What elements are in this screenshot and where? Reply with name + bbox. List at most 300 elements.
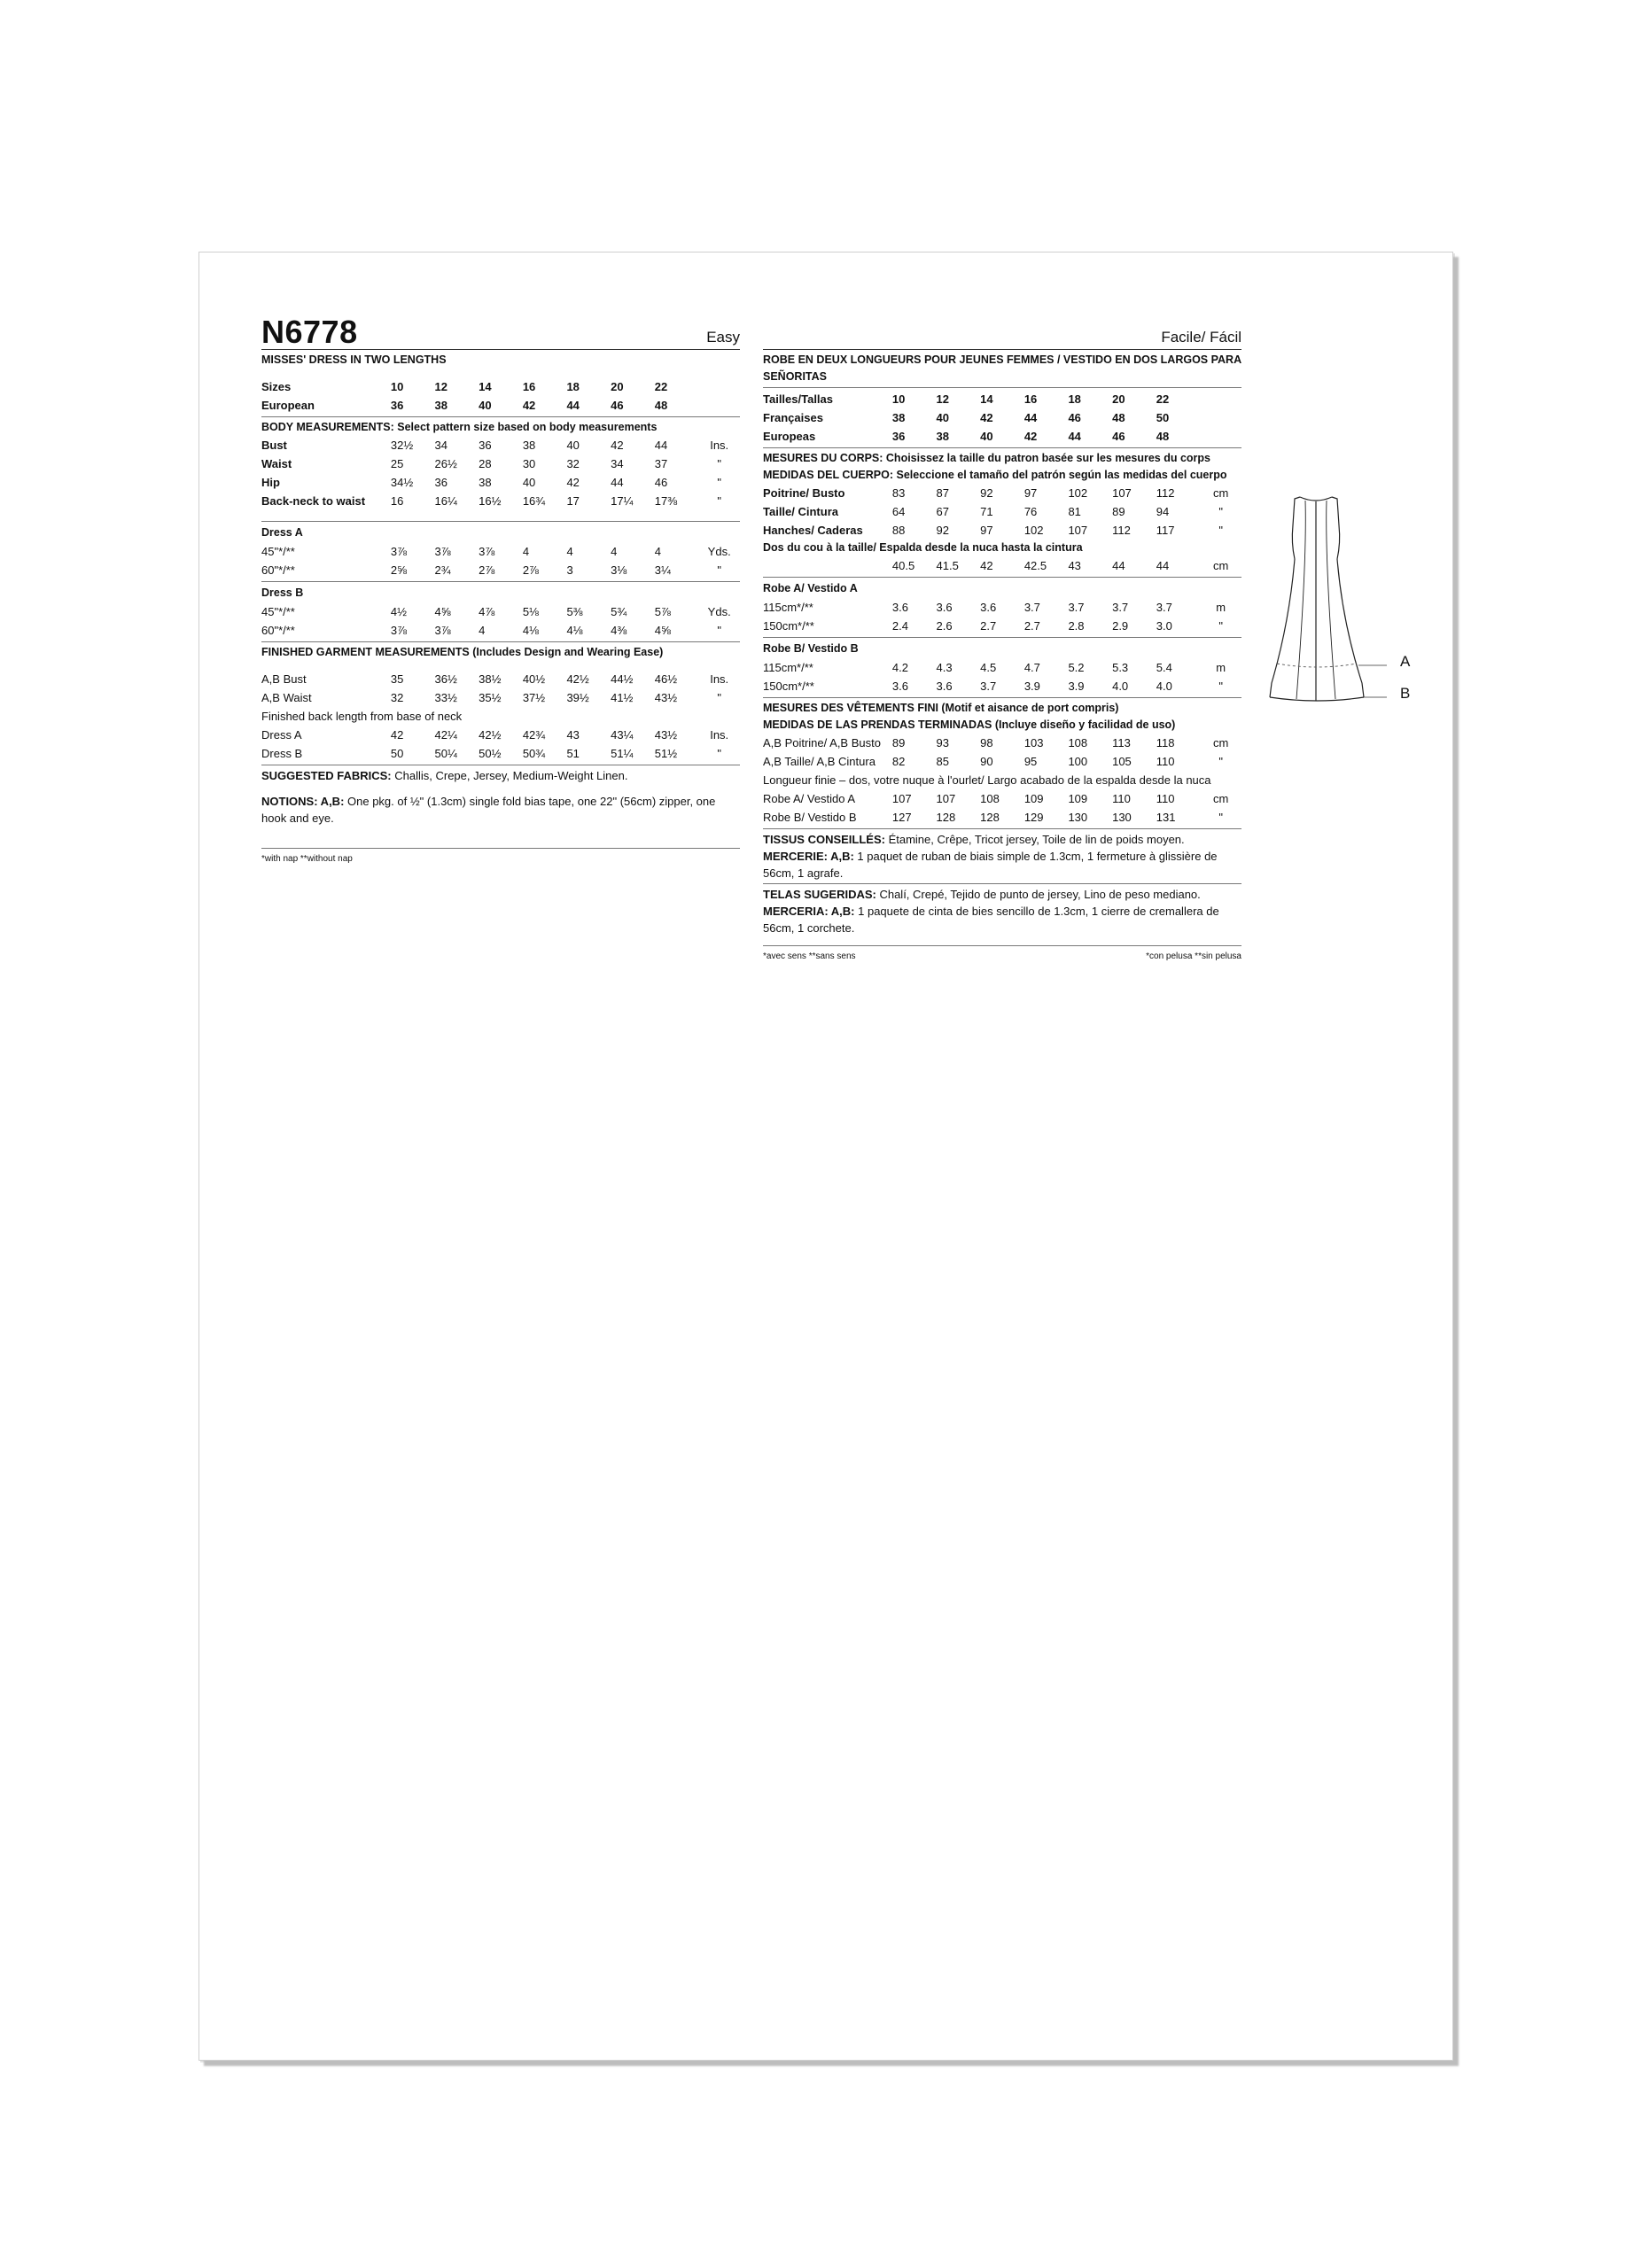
row-label: 45"*/** bbox=[261, 605, 295, 618]
cell-value: 92 bbox=[980, 486, 993, 500]
cell-value: 109 bbox=[1068, 792, 1088, 805]
cell-value: 112 bbox=[1156, 486, 1175, 500]
cell-value: 107 bbox=[1068, 524, 1088, 537]
row-label: 60"*/** bbox=[261, 563, 295, 577]
cell-value: 39½ bbox=[566, 691, 589, 704]
cell-value: 102 bbox=[1068, 486, 1088, 500]
cell-value: 2⅞ bbox=[479, 563, 495, 577]
cell-value: 4⅝ bbox=[654, 624, 671, 637]
cell-value: 42 bbox=[611, 439, 624, 452]
row-label: 45"*/** bbox=[261, 545, 295, 558]
table-row bbox=[261, 454, 740, 473]
unit-label: " bbox=[717, 476, 721, 489]
cell-value: 3.0 bbox=[1156, 619, 1172, 633]
body-measurements-table-fr bbox=[763, 484, 1241, 540]
row-label: Françaises bbox=[763, 411, 823, 424]
cell-value: 85 bbox=[936, 755, 949, 768]
cell-value: 93 bbox=[936, 736, 949, 750]
cell-value: 2.7 bbox=[980, 619, 997, 633]
tissus-conseilles: TISSUS CONSEILLÉS: Étamine, Crêpe, Tricot jersey, Toile de lin de poids moyen. MERCERIE: A,B: 1 paquet de ruban de biais simple de 1.3cm, 1 fermeture à glissière de 56cm, 1 agrafe. bbox=[763, 833, 1218, 880]
cell-value: 89 bbox=[1112, 505, 1125, 518]
cell-value: 2.6 bbox=[936, 619, 953, 633]
cell-value: 14 bbox=[479, 380, 492, 393]
english-footnote: *with nap **without nap bbox=[261, 854, 353, 864]
cell-value: 42½ bbox=[479, 728, 502, 742]
cell-value: 16¾ bbox=[522, 494, 546, 508]
table-row bbox=[261, 726, 740, 744]
garment-title: MISSES' DRESS IN TWO LENGTHS bbox=[261, 353, 447, 366]
row-label: 150cm*/** bbox=[763, 619, 814, 633]
cell-value: 42 bbox=[980, 559, 993, 572]
table-row bbox=[261, 542, 740, 561]
cell-value: 3.7 bbox=[1156, 601, 1172, 614]
cell-value: 37½ bbox=[522, 691, 546, 704]
cell-value: 102 bbox=[1023, 524, 1044, 537]
cell-value: 3.9 bbox=[1068, 680, 1085, 693]
cell-value: 95 bbox=[1023, 755, 1038, 768]
cell-value: 40.5 bbox=[891, 559, 915, 572]
cell-value: 118 bbox=[1156, 736, 1175, 750]
row-label: A,B Bust bbox=[261, 672, 307, 686]
body-measurements-title-es: MEDIDAS DEL CUERPO: Seleccione el tamaño del patrón según las medidas del cuerpo bbox=[763, 469, 1227, 481]
cell-value: 4.0 bbox=[1156, 680, 1172, 693]
cell-value: 110 bbox=[1156, 755, 1175, 768]
cell-value: 4.7 bbox=[1023, 661, 1040, 674]
cell-value: 48 bbox=[654, 399, 668, 412]
cell-value: 12 bbox=[434, 380, 448, 393]
cell-value: 17¼ bbox=[611, 494, 634, 508]
cell-value: 4 bbox=[479, 624, 486, 637]
cell-value: 34 bbox=[434, 439, 448, 452]
unit-label: cm bbox=[1213, 736, 1229, 750]
unit-label bbox=[698, 377, 740, 396]
unit-label: Ins. bbox=[710, 728, 729, 742]
cell-value: 3⅞ bbox=[390, 545, 407, 558]
cell-value: 51 bbox=[566, 747, 580, 760]
view-a-label: A bbox=[1400, 653, 1411, 670]
cell-value: 46 bbox=[654, 476, 668, 489]
cell-value: 108 bbox=[980, 792, 1000, 805]
cell-value: 10 bbox=[390, 380, 404, 393]
cell-value: 2¾ bbox=[434, 563, 451, 577]
row-label: Robe B/ Vestido B bbox=[763, 811, 857, 824]
cell-value: 50¼ bbox=[434, 747, 457, 760]
cell-value: 16 bbox=[1023, 392, 1038, 406]
cell-value: 4.0 bbox=[1112, 680, 1129, 693]
table-row bbox=[261, 561, 740, 579]
cell-value: 4 bbox=[566, 545, 573, 558]
cell-value: 32 bbox=[390, 691, 404, 704]
cell-value: 82 bbox=[891, 755, 906, 768]
cell-value: 42¾ bbox=[522, 728, 546, 742]
cell-value: 40½ bbox=[522, 672, 546, 686]
cell-value: 2.8 bbox=[1068, 619, 1085, 633]
cell-value: 48 bbox=[1112, 411, 1125, 424]
cell-value: 5.4 bbox=[1156, 661, 1172, 674]
table-row bbox=[261, 688, 740, 707]
cell-value: 26½ bbox=[434, 457, 457, 470]
cell-value: 109 bbox=[1023, 792, 1044, 805]
cell-value: 3.7 bbox=[1023, 601, 1040, 614]
table-row bbox=[261, 670, 740, 688]
cell-value: 103 bbox=[1023, 736, 1044, 750]
table-row bbox=[763, 789, 1241, 808]
dress-a-yardage-table bbox=[261, 542, 740, 579]
finished-measurements-table bbox=[261, 670, 740, 707]
english-header bbox=[261, 315, 740, 348]
table-row bbox=[763, 556, 1241, 575]
notions: NOTIONS: A,B: One pkg. of ½" (1.3cm) single fold bias tape, one 22" (56cm) zipper, one hook and eye. bbox=[261, 795, 716, 825]
cell-value: 36½ bbox=[434, 672, 457, 686]
cell-value: 76 bbox=[1023, 505, 1038, 518]
cell-value: 38 bbox=[522, 439, 536, 452]
footnote-es: *con pelusa **sin pelusa bbox=[1146, 951, 1241, 961]
cell-value: 2⅞ bbox=[522, 563, 539, 577]
cell-value: 107 bbox=[1112, 486, 1132, 500]
row-label: Poitrine/ Busto bbox=[763, 486, 845, 500]
cell-value: 5⅞ bbox=[654, 605, 671, 618]
cell-value: 16¼ bbox=[434, 494, 457, 508]
cell-value: 3 bbox=[566, 563, 573, 577]
cell-value: 3⅞ bbox=[479, 545, 495, 558]
french-footnote bbox=[763, 948, 1241, 963]
cell-value: 127 bbox=[891, 811, 912, 824]
cell-value: 37 bbox=[654, 457, 668, 470]
unit-label: cm bbox=[1213, 792, 1229, 805]
cell-value: 3.7 bbox=[980, 680, 997, 693]
cell-value: 43 bbox=[566, 728, 580, 742]
cell-value: 4 bbox=[654, 545, 661, 558]
table-row bbox=[763, 408, 1241, 427]
cell-value: 46 bbox=[611, 399, 624, 412]
cell-value: 30 bbox=[522, 457, 536, 470]
unit-label: " bbox=[717, 563, 721, 577]
finished-back-length-table bbox=[261, 726, 740, 763]
cell-value: 4 bbox=[611, 545, 618, 558]
french-header bbox=[763, 315, 1241, 348]
cell-value: 130 bbox=[1112, 811, 1132, 824]
cell-value: 35 bbox=[390, 672, 404, 686]
cell-value: 12 bbox=[936, 392, 949, 406]
cell-value: 36 bbox=[390, 399, 404, 412]
unit-label bbox=[698, 396, 740, 415]
cell-value: 4⅛ bbox=[522, 624, 539, 637]
cell-value: 38 bbox=[891, 411, 906, 424]
cell-value: 10 bbox=[891, 392, 906, 406]
footnote-fr: *avec sens **sans sens bbox=[763, 951, 856, 961]
cell-value: 33½ bbox=[434, 691, 457, 704]
unit-label: " bbox=[717, 624, 721, 637]
unit-label: Yds. bbox=[707, 545, 731, 558]
cell-value: 92 bbox=[936, 524, 949, 537]
cell-value: 4⅜ bbox=[611, 624, 627, 637]
table-row bbox=[763, 752, 1241, 771]
table-row bbox=[261, 436, 740, 454]
cell-value: 50½ bbox=[479, 747, 502, 760]
cell-value: 4 bbox=[522, 545, 530, 558]
unit-label: " bbox=[717, 747, 721, 760]
table-row bbox=[763, 598, 1241, 617]
cell-value: 94 bbox=[1156, 505, 1170, 518]
cell-value: 36 bbox=[434, 476, 448, 489]
cell-value: 4⅞ bbox=[479, 605, 495, 618]
cell-value: 46½ bbox=[654, 672, 678, 686]
cell-value: 36 bbox=[479, 439, 492, 452]
english-column bbox=[261, 315, 740, 866]
row-label: 60"*/** bbox=[261, 624, 295, 637]
cell-value: 22 bbox=[654, 380, 668, 393]
row-label: A,B Poitrine/ A,B Busto bbox=[763, 736, 881, 750]
cell-value: 5.3 bbox=[1112, 661, 1129, 674]
table-row bbox=[763, 677, 1241, 695]
cell-value: 105 bbox=[1112, 755, 1132, 768]
cell-value: 3.7 bbox=[1112, 601, 1129, 614]
cell-value: 4½ bbox=[390, 605, 407, 618]
cell-value: 51½ bbox=[654, 747, 678, 760]
cell-value: 64 bbox=[891, 505, 906, 518]
cell-value: 46 bbox=[1068, 411, 1081, 424]
cell-value: 35½ bbox=[479, 691, 502, 704]
cell-value: 110 bbox=[1112, 792, 1131, 805]
garment-title-fr: ROBE EN DEUX LONGUEURS POUR JEUNES FEMMES / VESTIDO EN DOS LARGOS PARA SEÑORITAS bbox=[763, 353, 1241, 383]
cell-value: 50 bbox=[1156, 411, 1170, 424]
cell-value: 3⅞ bbox=[390, 624, 407, 637]
cell-value: 110 bbox=[1156, 792, 1175, 805]
cell-value: 67 bbox=[936, 505, 949, 518]
row-label bbox=[763, 556, 892, 575]
cell-value: 42½ bbox=[566, 672, 589, 686]
cell-value: 3⅞ bbox=[434, 545, 451, 558]
cell-value: 107 bbox=[891, 792, 912, 805]
suggested-fabrics: SUGGESTED FABRICS: Challis, Crepe, Jersey, Medium-Weight Linen. bbox=[261, 769, 628, 782]
row-label: Robe A/ Vestido A bbox=[763, 792, 856, 805]
cell-value: 14 bbox=[980, 392, 993, 406]
cell-value: 38 bbox=[479, 476, 492, 489]
back-neck-table-fr bbox=[763, 556, 1241, 575]
cell-value: 32½ bbox=[390, 439, 414, 452]
cell-value: 18 bbox=[566, 380, 580, 393]
unit-label bbox=[1200, 408, 1241, 427]
cell-value: 44 bbox=[654, 439, 668, 452]
pattern-sheet bbox=[198, 252, 1453, 2061]
cell-value: 108 bbox=[1068, 736, 1088, 750]
unit-label: Yds. bbox=[707, 605, 731, 618]
cell-value: 98 bbox=[980, 736, 993, 750]
cell-value: 100 bbox=[1068, 755, 1088, 768]
cell-value: 28 bbox=[479, 457, 492, 470]
unit-label bbox=[1200, 390, 1241, 408]
row-label: 115cm*/** bbox=[763, 661, 813, 674]
unit-label: " bbox=[1218, 811, 1223, 824]
cell-value: 42 bbox=[566, 476, 580, 489]
cell-value: 89 bbox=[891, 736, 906, 750]
cell-value: 3⅛ bbox=[611, 563, 627, 577]
row-label: European bbox=[261, 399, 315, 412]
cell-value: 16 bbox=[390, 494, 404, 508]
cell-value: 129 bbox=[1023, 811, 1044, 824]
unit-label: Ins. bbox=[710, 439, 729, 452]
cell-value: 5⅛ bbox=[522, 605, 539, 618]
table-row bbox=[763, 390, 1241, 408]
cell-value: 38 bbox=[936, 430, 949, 443]
cell-value: 25 bbox=[390, 457, 404, 470]
table-row bbox=[763, 484, 1241, 502]
cell-value: 46 bbox=[1112, 430, 1125, 443]
cell-value: 32 bbox=[566, 457, 580, 470]
unit-label: " bbox=[717, 494, 721, 508]
cell-value: 112 bbox=[1112, 524, 1131, 537]
difficulty-label-fr: Facile/ Fácil bbox=[1161, 329, 1241, 346]
unit-label: cm bbox=[1213, 486, 1229, 500]
unit-label bbox=[1200, 427, 1241, 446]
cell-value: 3.6 bbox=[980, 601, 997, 614]
unit-label: " bbox=[1218, 524, 1223, 537]
cell-value: 3.6 bbox=[891, 680, 908, 693]
row-label: A,B Taille/ A,B Cintura bbox=[763, 755, 876, 768]
telas-sugeridas: TELAS SUGERIDAS: Chalí, Crepé, Tejido de punto de jersey, Lino de peso mediano. MERCERIA: A,B: 1 paquete de cinta de bies sencillo de 1.3cm, 1 cierre de cremallera de 56cm, 1 corchete. bbox=[763, 888, 1219, 935]
cell-value: 51¼ bbox=[611, 747, 634, 760]
table-row bbox=[261, 492, 740, 510]
row-label: Back-neck to waist bbox=[261, 494, 366, 508]
cell-value: 20 bbox=[1112, 392, 1125, 406]
table-row bbox=[763, 808, 1241, 827]
cell-value: 44½ bbox=[611, 672, 634, 686]
finished-measurements-table-fr bbox=[763, 734, 1241, 771]
finished-title-es: MEDIDAS DE LAS PRENDAS TERMINADAS (Incluye diseño y facilidad de uso) bbox=[763, 718, 1176, 731]
cell-value: 38 bbox=[434, 399, 448, 412]
cell-value: 42 bbox=[522, 399, 536, 412]
finished-measurements-title: FINISHED GARMENT MEASUREMENTS (Includes Design and Wearing Ease) bbox=[261, 646, 664, 658]
cell-value: 97 bbox=[1023, 486, 1038, 500]
unit-label: " bbox=[1218, 619, 1223, 633]
cell-value: 3.7 bbox=[1068, 601, 1085, 614]
size-table-fr bbox=[763, 390, 1241, 446]
cell-value: 2.4 bbox=[891, 619, 908, 633]
cell-value: 50¾ bbox=[522, 747, 546, 760]
back-neck-label-fr: Dos du cou à la taille/ Espalda desde la nuca hasta la cintura bbox=[763, 541, 1083, 554]
row-label: 150cm*/** bbox=[763, 680, 814, 693]
row-label: Dress A bbox=[261, 728, 302, 742]
cell-value: 40 bbox=[980, 430, 993, 443]
cell-value: 71 bbox=[980, 505, 993, 518]
cell-value: 3.6 bbox=[936, 601, 953, 614]
cell-value: 117 bbox=[1156, 524, 1175, 537]
table-row bbox=[763, 427, 1241, 446]
cell-value: 4.2 bbox=[891, 661, 908, 674]
cell-value: 20 bbox=[611, 380, 624, 393]
cell-value: 4⅛ bbox=[566, 624, 583, 637]
table-row bbox=[261, 377, 740, 396]
cell-value: 22 bbox=[1156, 392, 1170, 406]
finished-title-fr: MESURES DES VÊTEMENTS FINI (Motif et aisance de port compris) bbox=[763, 702, 1119, 714]
cell-value: 107 bbox=[936, 792, 956, 805]
cell-value: 43½ bbox=[654, 691, 678, 704]
cell-value: 2⅝ bbox=[390, 563, 407, 577]
row-label: Hip bbox=[261, 476, 280, 489]
cell-value: 40 bbox=[522, 476, 536, 489]
cell-value: 4.3 bbox=[936, 661, 953, 674]
cell-value: 43¼ bbox=[611, 728, 634, 742]
unit-label: cm bbox=[1213, 559, 1229, 572]
finished-back-table-fr bbox=[763, 789, 1241, 827]
row-label: Bust bbox=[261, 439, 287, 452]
cell-value: 42.5 bbox=[1023, 559, 1047, 572]
cell-value: 3¼ bbox=[654, 563, 671, 577]
robe-b-label: Robe B/ Vestido B bbox=[763, 642, 859, 655]
body-measurements-title-fr: MESURES DU CORPS: Choisissez la taille du patron basée sur les mesures du corps bbox=[763, 452, 1211, 464]
cell-value: 4⅝ bbox=[434, 605, 451, 618]
cell-value: 44 bbox=[1068, 430, 1081, 443]
row-label: Hanches/ Caderas bbox=[763, 524, 863, 537]
unit-label: m bbox=[1216, 601, 1226, 614]
view-b-label: B bbox=[1400, 685, 1411, 702]
row-label: 115cm*/** bbox=[763, 601, 813, 614]
table-row bbox=[763, 502, 1241, 521]
difficulty-label: Easy bbox=[706, 329, 740, 346]
cell-value: 81 bbox=[1068, 505, 1081, 518]
cell-value: 48 bbox=[1156, 430, 1170, 443]
cell-value: 43½ bbox=[654, 728, 678, 742]
cell-value: 3.6 bbox=[936, 680, 953, 693]
cell-value: 34 bbox=[611, 457, 624, 470]
cell-value: 5.2 bbox=[1068, 661, 1085, 674]
unit-label: " bbox=[1218, 505, 1223, 518]
unit-label: " bbox=[717, 691, 721, 704]
cell-value: 113 bbox=[1112, 736, 1131, 750]
cell-value: 17⅜ bbox=[654, 494, 678, 508]
cell-value: 44 bbox=[611, 476, 624, 489]
cell-value: 36 bbox=[891, 430, 906, 443]
cell-value: 128 bbox=[980, 811, 1000, 824]
cell-value: 42 bbox=[980, 411, 993, 424]
cell-value: 41½ bbox=[611, 691, 634, 704]
cell-value: 3⅞ bbox=[434, 624, 451, 637]
unit-label: " bbox=[1218, 680, 1223, 693]
cell-value: 40 bbox=[479, 399, 492, 412]
pattern-number: N6778 bbox=[261, 314, 358, 350]
cell-value: 38½ bbox=[479, 672, 502, 686]
row-label: Taille/ Cintura bbox=[763, 505, 838, 518]
unit-label: " bbox=[717, 457, 721, 470]
dress-b-label: Dress B bbox=[261, 586, 304, 599]
robe-a-yardage-table bbox=[763, 598, 1241, 635]
cell-value: 16 bbox=[522, 380, 536, 393]
cell-value: 43 bbox=[1068, 559, 1081, 572]
cell-value: 97 bbox=[980, 524, 993, 537]
cell-value: 40 bbox=[936, 411, 949, 424]
row-label: Dress B bbox=[261, 747, 303, 760]
cell-value: 3.9 bbox=[1023, 680, 1040, 693]
cell-value: 44 bbox=[1112, 559, 1125, 572]
table-row bbox=[763, 617, 1241, 635]
dress-b-yardage-table bbox=[261, 602, 740, 640]
unit-label: " bbox=[1218, 755, 1223, 768]
table-row bbox=[261, 744, 740, 763]
row-label: Europeas bbox=[763, 430, 816, 443]
cell-value: 42¼ bbox=[434, 728, 457, 742]
row-label: A,B Waist bbox=[261, 691, 312, 704]
french-spanish-column bbox=[763, 315, 1241, 963]
cell-value: 2.7 bbox=[1023, 619, 1040, 633]
body-measurements-table bbox=[261, 436, 740, 510]
cell-value: 90 bbox=[980, 755, 993, 768]
finished-back-label-fr: Longueur finie – dos, votre nuque à l'ourlet/ Largo acabado de la espalda desde la nuca bbox=[763, 773, 1211, 787]
cell-value: 40 bbox=[566, 439, 580, 452]
cell-value: 3.6 bbox=[891, 601, 908, 614]
cell-value: 88 bbox=[891, 524, 906, 537]
unit-label: Ins. bbox=[710, 672, 729, 686]
cell-value: 44 bbox=[566, 399, 580, 412]
